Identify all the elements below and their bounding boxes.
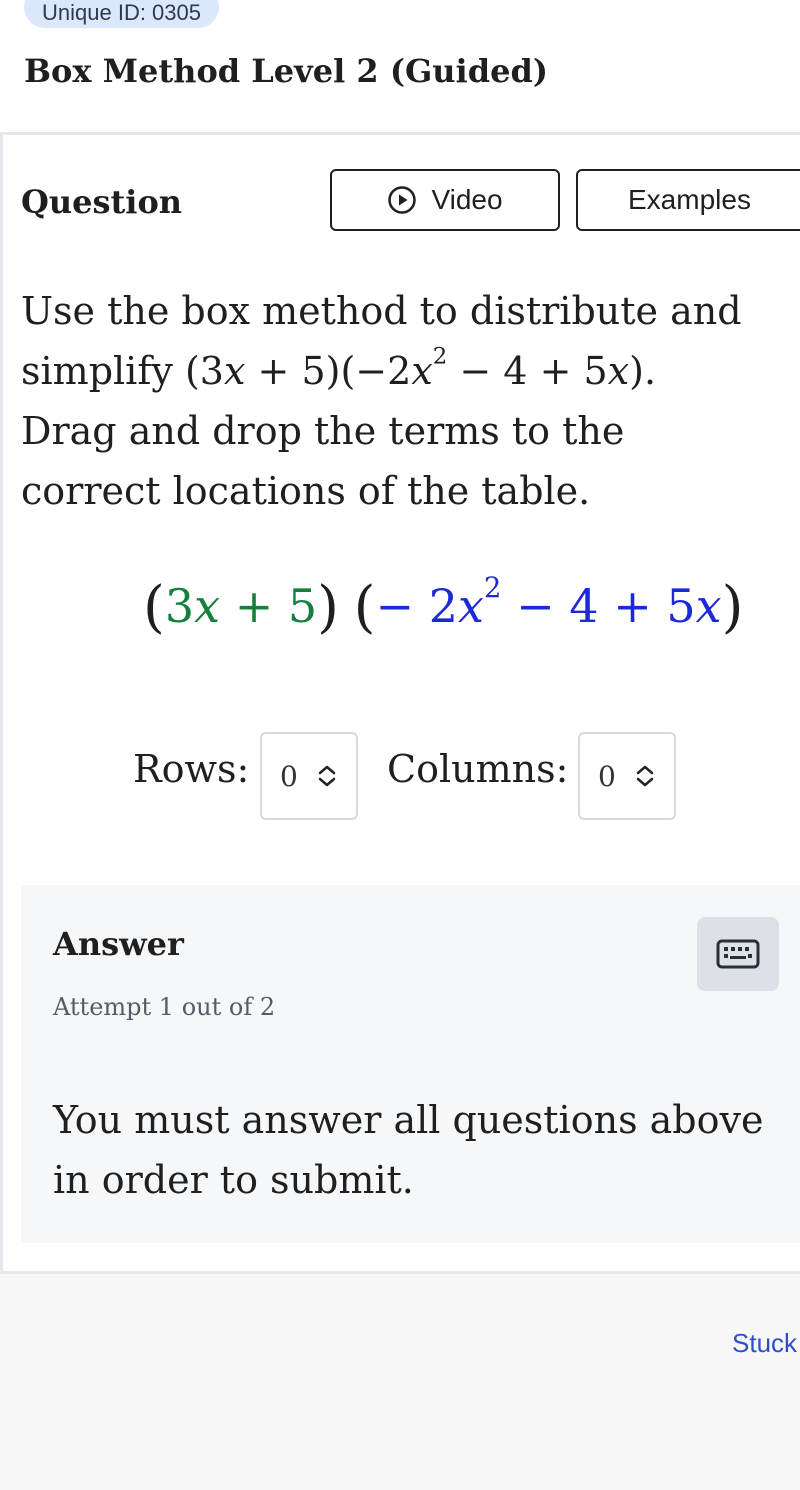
- rows-label: Rows:: [133, 747, 250, 791]
- first-factor: 3x + 5: [164, 579, 318, 633]
- page-header: [0, 0, 800, 132]
- inline-expression: $(3x + 5)(-2x^2 - 4 + 5x)$.: [184, 343, 657, 393]
- video-button[interactable]: [330, 169, 560, 231]
- submit-requirement-message: You must answer all questions above in order to submit.: [53, 1098, 764, 1202]
- question-text-line1: Use the box method to distribute and: [21, 289, 742, 333]
- columns-value: 0: [598, 759, 616, 793]
- display-expression: (3x + 5) (− $2x^2 - 4 + 5x$): [143, 571, 744, 640]
- stuck-link[interactable]: Stuck: [732, 1328, 798, 1358]
- video-button-label: Video: [431, 184, 503, 215]
- columns-label: Columns:: [387, 747, 569, 791]
- question-card: [0, 132, 800, 1274]
- keyboard-button[interactable]: [697, 917, 779, 991]
- answer-heading: Answer: [53, 925, 184, 963]
- question-text-line2: [21, 341, 761, 401]
- attempt-counter: Attempt 1 out of 2: [53, 993, 276, 1021]
- rows-value: 0: [280, 759, 298, 793]
- play-circle-icon: [387, 185, 417, 215]
- question-instruction: Drag and drop the terms to the correct locations of the table.: [21, 409, 625, 513]
- chevron-up-down-icon: [634, 763, 656, 789]
- examples-button-label: Examples: [628, 184, 751, 215]
- examples-button[interactable]: [576, 169, 800, 231]
- keyboard-icon: [716, 939, 760, 969]
- question-heading: Question: [21, 183, 183, 221]
- chevron-up-down-icon: [316, 763, 338, 789]
- question-text: [21, 281, 761, 521]
- unique-id-badge: Unique ID: 0305: [24, 0, 219, 28]
- question-text-simplify: simplify: [21, 349, 173, 393]
- answer-panel: [21, 885, 800, 1243]
- columns-stepper[interactable]: [578, 732, 676, 820]
- second-factor: − $2x^2 - 4 + 5x$: [375, 571, 722, 633]
- rows-stepper[interactable]: [260, 732, 358, 820]
- page-title: Box Method Level 2 (Guided): [24, 52, 548, 90]
